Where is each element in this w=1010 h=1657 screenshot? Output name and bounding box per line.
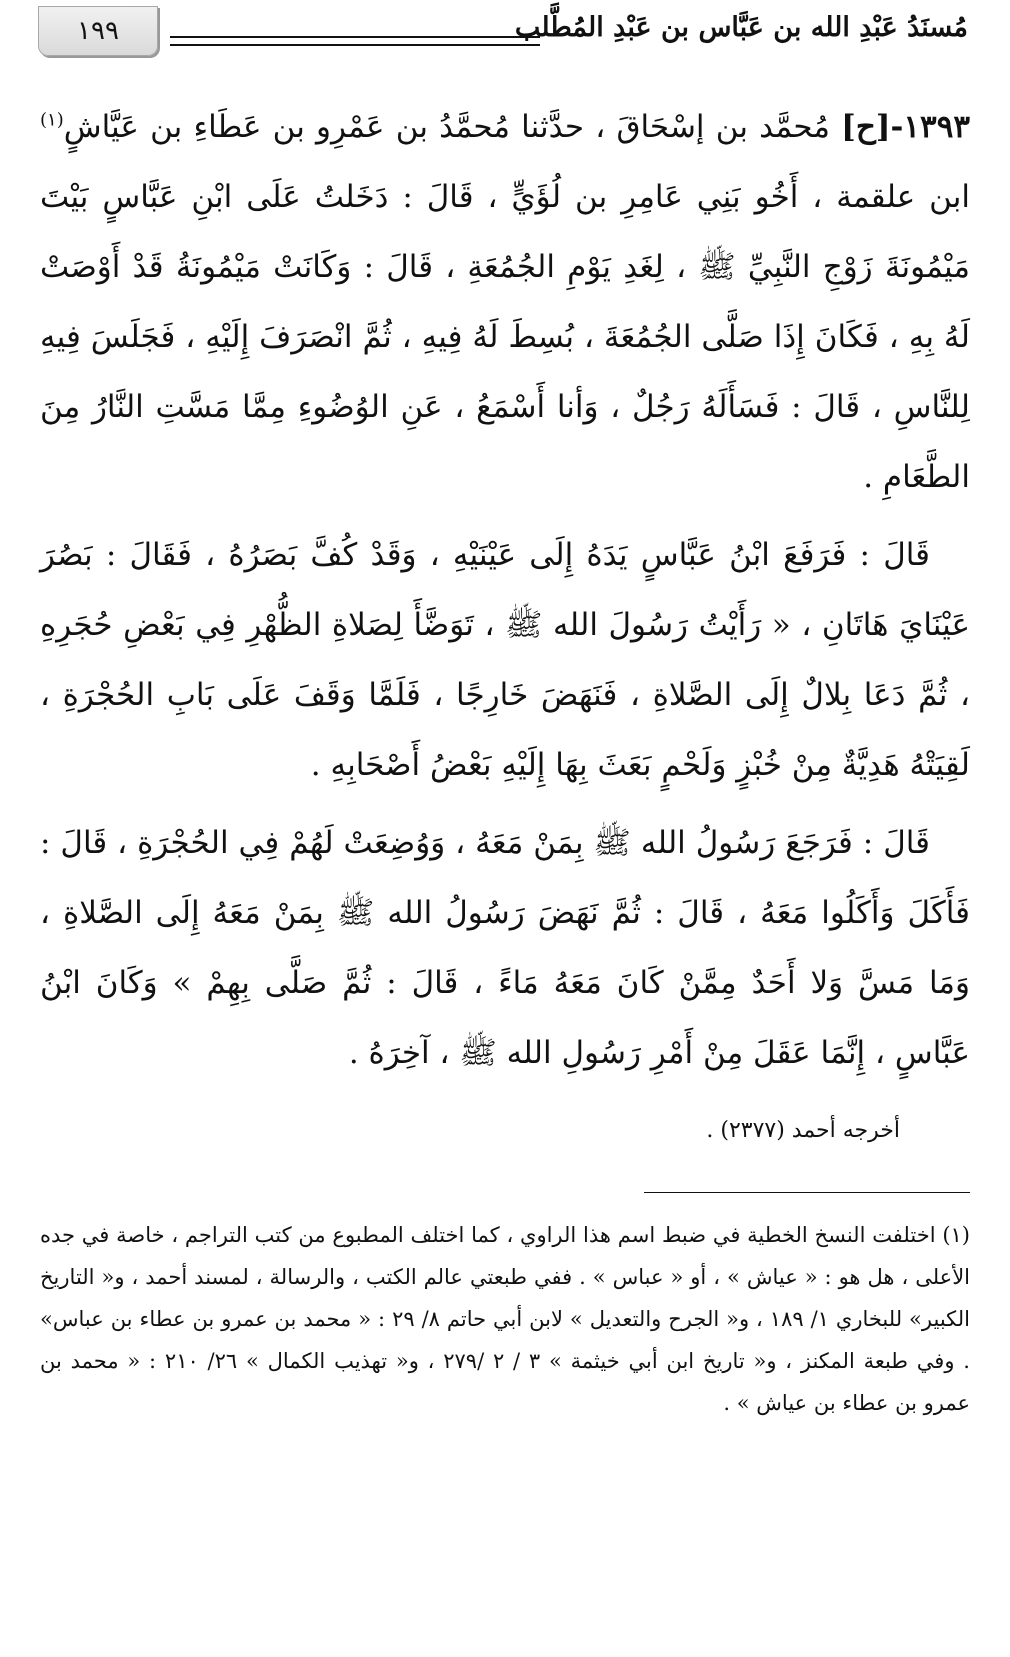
source-reference: أخرجه أحمد (٢٣٧٧) . bbox=[706, 1118, 900, 1143]
hadith-paragraph: قَالَ : فَرَفَعَ ابْنُ عَبَّاسٍ يَدَهُ إِلَى عَيْنَيْهِ ، وَقَدْ كُفَّ بَصَرُهُ ، فَقَالَ : بَصُرَ عَيْنَايَ هَاتَانِ ، « رَأَيْتُ رَسُولَ الله ﷺ ، تَوَضَّأَ لِصَلاةِ الظُّهْرِ فِي بَعْضِ حُجَرِهِ ، ثُمَّ دَعَا بِلالٌ إِلَى الصَّلاةِ ، فَنَهَضَ خَارِجًا ، فَلَمَّا وَقَفَ عَلَى بَابِ الحُجْرَةِ ، لَقِيَتْهُ هَدِيَّةٌ مِنْ خُبْزٍ وَلَحْمٍ بَعَثَ بِهَا إِلَيْهِ بَعْضُ أَصْحَابِهِ . bbox=[40, 537, 970, 783]
header-double-rule bbox=[170, 36, 540, 46]
hadith-text: ابن علقمة ، أَخُو بَنِي عَامِرِ بن لُؤَيٍّ ، قَالَ : دَخَلتُ عَلَى ابْنِ عَبَّاسٍ بَيْتَ مَيْمُونَةَ زَوْجِ النَّبِيِّ ﷺ ، لِغَدِ يَوْمِ الجُمُعَةِ ، قَالَ : وَكَانَتْ مَيْمُونَةُ قَدْ أَوْصَتْ لَهُ بِهِ ، فَكَانَ إِذَا صَلَّى الجُمُعَةَ ، بُسِطَ لَهُ فِيهِ ، ثُمَّ انْصَرَفَ إِلَيْهِ ، فَجَلَسَ فِيهِ لِلنَّاسِ ، قَالَ : فَسَأَلَهُ رَجُلٌ ، وَأنا أَسْمَعُ ، عَنِ الوُضُوءِ مِمَّا مَسَّتِ النَّارُ مِنَ الطَّعَامِ . bbox=[40, 179, 970, 495]
hadith-body bbox=[40, 92, 970, 1096]
footnotes bbox=[40, 1214, 970, 1424]
hadith-paragraph: قَالَ : فَرَجَعَ رَسُولُ الله ﷺ بِمَنْ مَعَهُ ، وَوُضِعَتْ لَهُمْ فِي الحُجْرَةِ ، قَالَ : فَأَكَلَ وَأَكَلُوا مَعَهُ ، قَالَ : ثُمَّ نَهَضَ رَسُولُ الله ﷺ بِمَنْ مَعَهُ إِلَى الصَّلاةِ ، وَمَا مَسَّ وَلا أَحَدٌ مِمَّنْ كَانَ مَعَهُ مَاءً ، قَالَ : ثُمَّ صَلَّى بِهِمْ » وَكَانَ ابْنُ عَبَّاسٍ ، إِنَّمَا عَقَلَ مِنْ أَمْرِ رَسُولِ الله ﷺ ، آخِرَهُ . bbox=[40, 825, 970, 1071]
hadith-paragraph bbox=[40, 92, 970, 512]
footnote-text: (١) اختلفت النسخ الخطية في ضبط اسم هذا الراوي ، كما اختلف المطبوع من كتب التراجم ، خاصة في جده الأعلى ، هل هو : « عياش » ، أو « عباس » . ففي طبعتي عالم الكتب ، والرسالة ، لمسند أحمد ، و« التاريخ الكبير» للبخاري ١/ ١٨٩ ، و« الجرح والتعديل » لابن أبي حاتم ٨/ ٢٩ : « محمد بن عمرو بن عطاء بن عباس» . وفي طبعة المكنز ، و« تاريخ ابن أبي خيثمة » ٣ / ٢ /٢٧٩ ، و« تهذيب الكمال » ٢٦/ ٢١٠ : « محمد بن عمرو بن عطاء بن عياش » . bbox=[40, 1223, 970, 1415]
footnote-separator bbox=[644, 1192, 970, 1193]
hadith-text: مُحمَّد بن إسْحَاقَ ، حدَّثنا مُحمَّدُ بن عَمْرِو بن عَطَاءِ بن عَيَّاشٍ bbox=[63, 109, 830, 145]
running-head: مُسنَدُ عَبْدِ الله بن عَبَّاس بن عَبْدِ المُطَّلب bbox=[514, 12, 968, 43]
hadith-marker: -[ح] bbox=[841, 109, 904, 145]
page-header bbox=[0, 0, 1010, 70]
hadith-number: ١٣٩٣ bbox=[903, 109, 970, 145]
page-number: ١٩٩ bbox=[77, 16, 119, 46]
footnote-marker: (١) bbox=[40, 109, 64, 131]
page-number-tab bbox=[38, 6, 158, 56]
